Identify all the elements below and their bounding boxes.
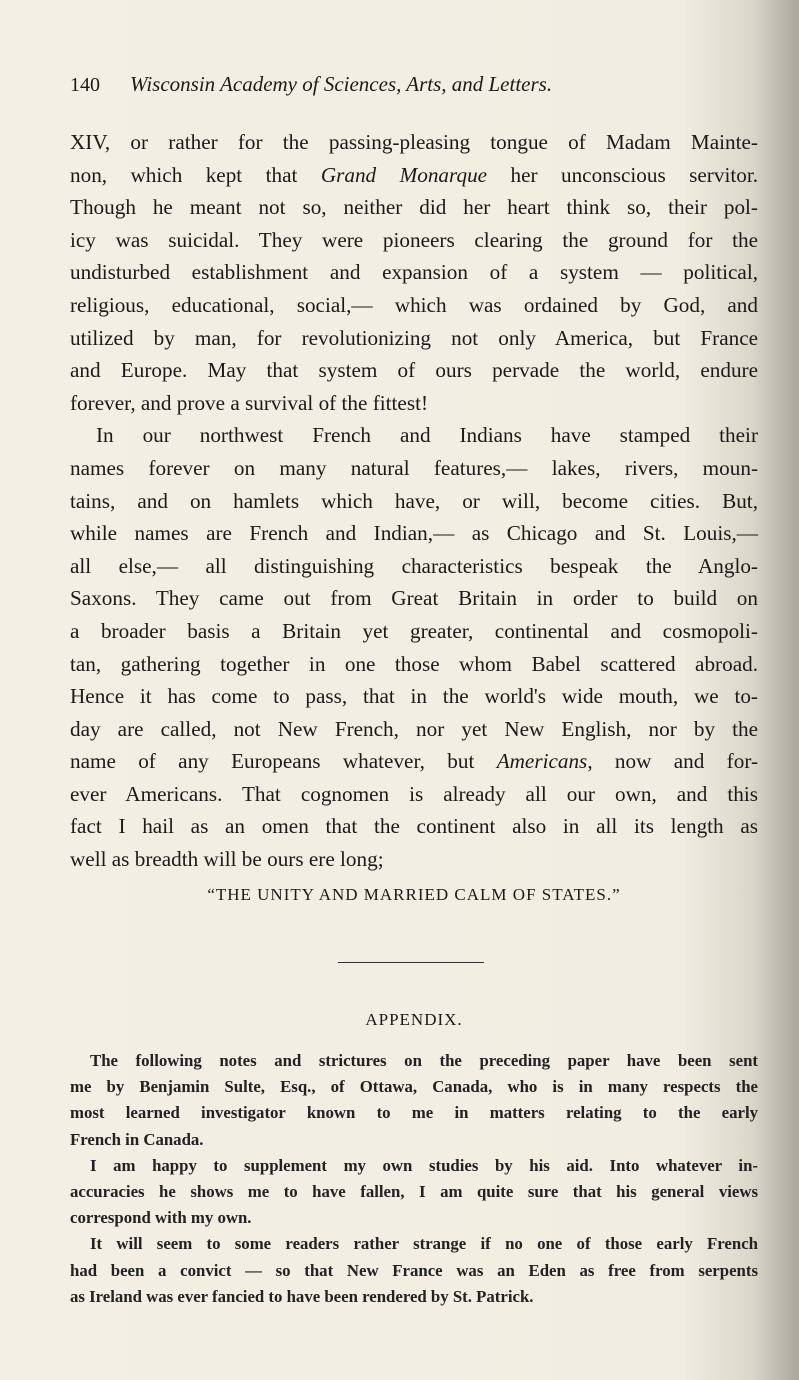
- italic-phrase: Americans: [496, 749, 588, 774]
- text-line: undisturbed establishment and expansion of a system — political,: [70, 260, 758, 285]
- text-line: religious, educational, social,— which was ordained by God, and: [70, 292, 758, 317]
- text-line: tan, gathering together in one those whom Babel scattered abroad.: [70, 651, 758, 676]
- text-line: French in Canada.: [70, 1129, 204, 1149]
- text-line: ever Americans. That cognomen is already all our own, and this: [70, 781, 758, 806]
- closing-quote: “THE UNITY AND MARRIED CALM OF STATES.”: [207, 885, 621, 904]
- appendix-text: [70, 1048, 758, 1310]
- italic-phrase: Grand Monarque: [320, 162, 488, 187]
- appendix-paragraph-3: [70, 1231, 758, 1310]
- text-line: The following notes and strictures on the preceding paper have been sent: [90, 1051, 758, 1070]
- text-line: tains, and on hamlets which have, or will, become cities. But,: [70, 488, 758, 513]
- text-line: while names are French and Indian,— as Chicago and St. Louis,—: [70, 521, 758, 546]
- text-line: non, which kept that Grand Monarque her unconscious servitor.: [70, 162, 759, 187]
- appendix-heading: APPENDIX.: [365, 1010, 463, 1029]
- appendix-paragraph-1: [70, 1048, 758, 1153]
- text-line: most learned investigator known to me in matters relating to the early: [70, 1103, 758, 1123]
- text-line: accuracies he shows me to have fallen, I am quite sure that his general views: [70, 1182, 758, 1202]
- text-line: a broader basis a Britain yet greater, continental and cosmopoli-: [70, 618, 758, 643]
- text-line: utilized by man, for revolutionizing not only America, but France: [70, 325, 758, 350]
- text-line: well as breadth will be ours ere long;: [70, 847, 384, 872]
- page-header: [70, 72, 690, 97]
- text-line: and Europe. May that system of ours pervade the world, endure: [70, 358, 758, 383]
- text-line: names forever on many natural features,— lakes, rivers, moun-: [70, 455, 758, 480]
- text-line: Hence it has come to pass, that in the world's wide mouth, we to-: [70, 684, 758, 709]
- text-line: all else,— all distinguishing characteristics bespeak the Anglo-: [70, 553, 758, 578]
- running-title: Wisconsin Academy of Sciences, Arts, and Letters.: [130, 72, 553, 96]
- text-line: forever, and prove a survival of the fittest!: [70, 390, 429, 415]
- text-line: day are called, not New French, nor yet New English, nor by the: [70, 716, 758, 741]
- text-line: XIV, or rather for the passing-pleasing tongue of Madam Mainte-: [70, 130, 758, 154]
- text-line: Though he meant not so, neither did her heart think so, their pol-: [70, 195, 758, 220]
- page-number: 140: [70, 74, 100, 96]
- paragraph-1: [70, 126, 758, 419]
- main-text: [70, 126, 758, 876]
- text-line: It will seem to some readers rather strange if no one of those early French: [90, 1234, 758, 1254]
- text-line: as Ireland was ever fancied to have been rendered by St. Patrick.: [70, 1286, 534, 1306]
- text-line: icy was suicidal. They were pioneers clearing the ground for the: [70, 227, 758, 252]
- paragraph-2: [70, 419, 758, 875]
- section-divider: [338, 962, 484, 963]
- text-line: me by Benjamin Sulte, Esq., of Ottawa, Canada, who is in many respects the: [70, 1077, 758, 1097]
- text-line: Saxons. They came out from Great Britain in order to build on: [70, 586, 758, 611]
- appendix-paragraph-2: [70, 1153, 758, 1232]
- text-line: had been a convict — so that New France was an Eden as free from serpents: [70, 1260, 758, 1280]
- text-line: In our northwest French and Indians have stamped their: [96, 423, 758, 448]
- text-line: fact I hail as an omen that the continent also in all its length as: [70, 814, 758, 839]
- text-line: name of any Europeans whatever, but Americans, now and for-: [70, 749, 759, 774]
- text-line: correspond with my own.: [70, 1208, 252, 1228]
- text-line: I am happy to supplement my own studies by his aid. Into whatever in-: [90, 1155, 758, 1175]
